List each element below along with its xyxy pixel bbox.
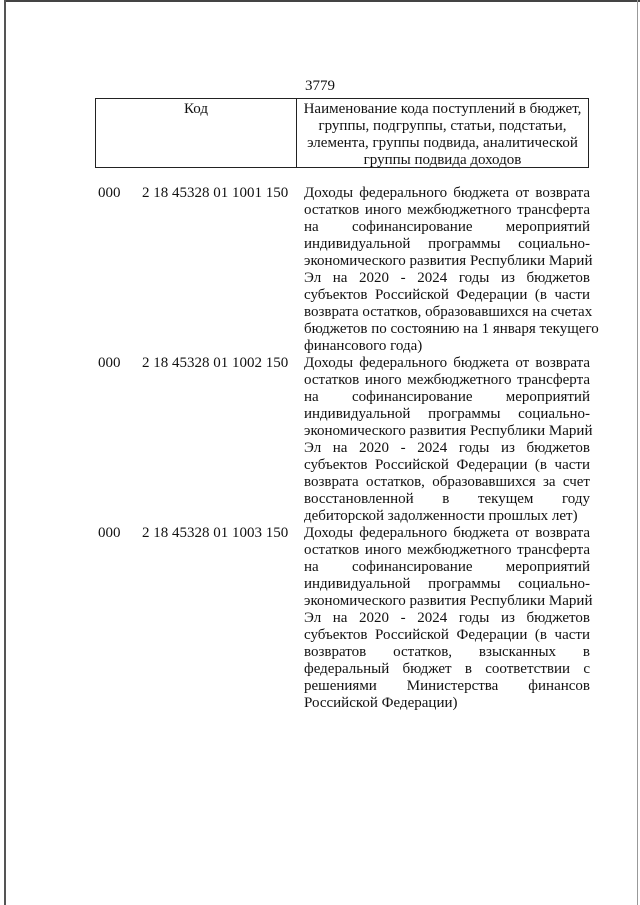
income-name-line: Доходы федерального бюджета от возврата: [304, 185, 590, 201]
income-name-line: экономического развития Республики Марий: [304, 423, 593, 439]
table-row: [98, 185, 599, 355]
income-name-line: Эл на 2020 - 2024 годы из бюджетов: [304, 270, 590, 286]
income-name: [304, 355, 593, 525]
header-name-line: группы, подгруппы, статьи, подстатьи,: [318, 118, 567, 134]
income-name-line: федеральный бюджет в соответствии с: [304, 661, 590, 677]
admin-code: 000: [98, 355, 121, 371]
income-name-line: экономического развития Республики Марий: [304, 593, 593, 609]
scan-border-left: [4, 0, 6, 905]
table-row: [98, 525, 593, 712]
income-name-line: на софинансирование мероприятий: [304, 559, 590, 575]
income-name: [304, 525, 593, 712]
income-code-rows: [98, 185, 599, 712]
income-name-line: возврата остатков, образовавшихся за счет: [304, 474, 590, 490]
income-name-line: на софинансирование мероприятий: [304, 219, 590, 235]
income-name-line: решениями Министерства финансов: [304, 678, 590, 694]
income-name-line: восстановленной в текущем году: [304, 491, 590, 507]
income-code: 2 18 45328 01 1002 150: [142, 355, 289, 371]
income-name-line: Эл на 2020 - 2024 годы из бюджетов: [304, 440, 590, 456]
header-name-line: Наименование кода поступлений в бюджет,: [303, 101, 582, 117]
income-name-line: Доходы федерального бюджета от возврата: [304, 525, 590, 541]
income-name-line: Эл на 2020 - 2024 годы из бюджетов: [304, 610, 590, 626]
income-name-line: возвратов остатков, взысканных в: [304, 644, 590, 660]
income-name-line: дебиторской задолженности прошлых лет): [304, 508, 578, 524]
income-name-line: индивидуальной программы социально-: [304, 406, 590, 422]
header-code-cell: Код: [96, 99, 297, 167]
header-name-cell: [297, 99, 588, 167]
scan-border-right: [637, 0, 638, 905]
income-name-line: субъектов Российской Федерации (в части: [304, 457, 590, 473]
scan-border-top: [6, 0, 640, 6]
income-name-line: остатков иного межбюджетного трансферта: [304, 542, 590, 558]
income-name-line: остатков иного межбюджетного трансферта: [304, 202, 590, 218]
income-code: 2 18 45328 01 1001 150: [142, 185, 289, 201]
income-name-line: индивидуальной программы социально-: [304, 576, 590, 592]
income-name-line: Доходы федерального бюджета от возврата: [304, 355, 590, 371]
income-name-line: экономического развития Республики Марий: [304, 253, 593, 269]
page-number: 3779: [305, 78, 335, 94]
income-name-line: на софинансирование мероприятий: [304, 389, 590, 405]
income-name-line: Российской Федерации): [304, 695, 458, 711]
income-name-line: возврата остатков, образовавшихся на счетах: [304, 304, 593, 320]
table-row: [98, 355, 593, 525]
income-name: [304, 185, 599, 355]
table-header: [95, 98, 589, 168]
admin-code: 000: [98, 185, 121, 201]
income-name-line: субъектов Российской Федерации (в части: [304, 627, 590, 643]
admin-code: 000: [98, 525, 121, 541]
header-name-line: группы подвида доходов: [363, 152, 522, 168]
income-name-line: бюджетов по состоянию на 1 января текущего: [304, 321, 599, 337]
header-name-line: элемента, группы подвида, аналитической: [307, 135, 578, 151]
income-name-line: остатков иного межбюджетного трансферта: [304, 372, 590, 388]
income-name-line: индивидуальной программы социально-: [304, 236, 590, 252]
income-code: 2 18 45328 01 1003 150: [142, 525, 289, 541]
income-name-line: субъектов Российской Федерации (в части: [304, 287, 590, 303]
income-name-line: финансового года): [304, 338, 423, 354]
